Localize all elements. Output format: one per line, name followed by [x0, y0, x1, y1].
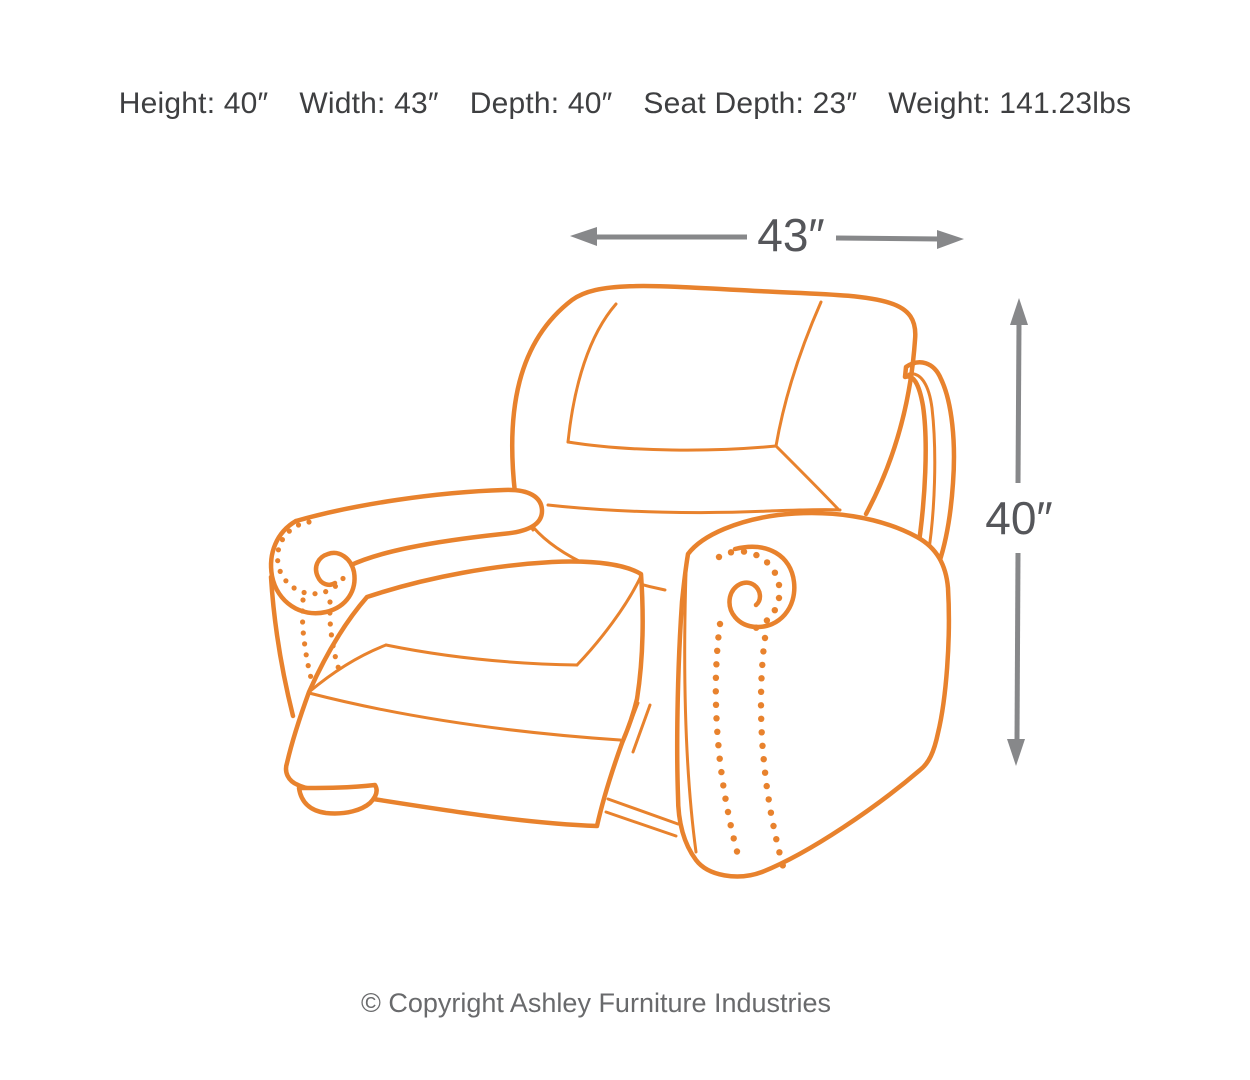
spec-weight: Weight: 141.23lbs	[888, 87, 1132, 120]
copyright-notice: © Copyright Ashley Furniture Industries	[360, 988, 832, 1018]
spec-depth: Depth: 40″	[469, 87, 613, 120]
height-dimension-arrow	[985, 298, 1052, 766]
front-foot	[299, 785, 377, 813]
recliner-line-art	[271, 286, 954, 876]
backrest	[512, 286, 915, 514]
width-dimension-label: 43″	[757, 209, 825, 261]
arrow-line	[836, 238, 940, 239]
arrow-head-left	[570, 227, 597, 246]
arrow-line	[1017, 553, 1018, 741]
arrow-head-bottom	[1007, 739, 1025, 766]
arrow-head-top	[1010, 298, 1028, 325]
right-arm	[677, 513, 949, 876]
spec-seat-depth: Seat Depth: 23″	[643, 87, 858, 120]
arrow-head-right	[937, 230, 964, 249]
height-dimension-label: 40″	[985, 492, 1053, 544]
spec-width: Width: 43″	[299, 87, 439, 120]
spec-height: Height: 40″	[118, 87, 269, 120]
arrow-line	[1018, 323, 1019, 483]
width-dimension-arrow	[570, 209, 964, 261]
